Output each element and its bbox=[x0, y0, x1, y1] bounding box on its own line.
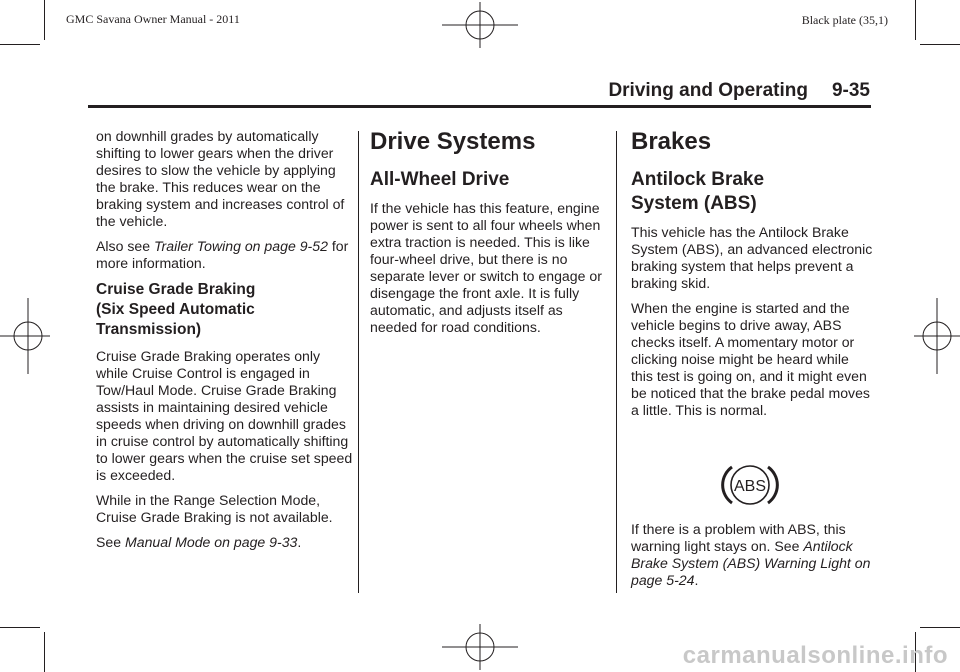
paragraph: This vehicle has the Antilock Brake System (ABS), an advanced electronic braking system that helps prevent a braking skid. bbox=[631, 224, 873, 291]
paragraph: While in the Range Selection Mode, Cruise Grade Braking is not available. bbox=[96, 492, 333, 525]
paragraph: If there is a problem with ABS, this warning light stays on. See Antilock Brake System (ABS) Warning Light on page 5-24. bbox=[631, 521, 871, 588]
column-2 bbox=[370, 128, 612, 344]
section-heading: Antilock Brake System (ABS) bbox=[631, 169, 765, 214]
section-title: Driving and Operating bbox=[608, 80, 808, 101]
section-heading: Cruise Grade Braking (Six Speed Automatic Transmission) bbox=[96, 281, 256, 338]
abs-warning-light-icon bbox=[717, 463, 783, 507]
cross-reference: Trailer Towing on page 9-52 bbox=[153, 238, 328, 254]
paragraph: Cruise Grade Braking operates only while Cruise Control is engaged in Tow/Haul Mode. Cruise Grade Braking assists in maintaining desired vehicle speeds when driving on downhill grades in cruise control by automatically shifting to lower gears when the cruise set speed is exceeded. bbox=[96, 348, 353, 483]
column-divider-1 bbox=[358, 131, 359, 593]
header-rule bbox=[88, 105, 871, 108]
plate-label-left: GMC Savana Owner Manual - 2011 bbox=[66, 12, 240, 26]
paragraph: Also see Trailer Towing on page 9-52 for more information. bbox=[96, 238, 349, 271]
chapter-title: Drive Systems bbox=[370, 128, 536, 155]
cross-reference: Antilock Brake System (ABS) Warning Light on page 5-24 bbox=[631, 538, 871, 588]
cross-reference: Manual Mode on page 9-33 bbox=[125, 534, 298, 550]
column-1 bbox=[96, 128, 354, 559]
column-3 bbox=[631, 128, 873, 597]
chapter-title: Brakes bbox=[631, 128, 712, 155]
section-heading: All-Wheel Drive bbox=[370, 169, 510, 190]
watermark: carmanualsonline.info bbox=[682, 642, 948, 669]
paragraph: on downhill grades by automatically shifting to lower gears when the driver desires to slow the vehicle by applying the brake. This reduces wear on the braking system and increases control of the vehicle. bbox=[96, 128, 345, 229]
paragraph: See Manual Mode on page 9-33. bbox=[96, 534, 302, 550]
running-header bbox=[600, 80, 870, 102]
paragraph: When the engine is started and the vehicle begins to drive away, ABS checks itself. A momentary motor or clicking noise might be heard while this test is going on, and it might even be noticed that the brake pedal moves a little. This is normal. bbox=[631, 300, 870, 418]
abs-icon-text: ABS bbox=[733, 478, 767, 495]
plate-label-right: Black plate (35,1) bbox=[801, 13, 888, 27]
paragraph: If the vehicle has this feature, engine power is sent to all four wheels when extra traction is needed. This is like four-wheel drive, but there is no separate lever or switch to engage or disengage the front axle. It is fully automatic, and adjusts itself as needed for road conditions. bbox=[370, 200, 602, 335]
page-number: 9-35 bbox=[831, 80, 870, 101]
column-divider-2 bbox=[616, 131, 617, 593]
